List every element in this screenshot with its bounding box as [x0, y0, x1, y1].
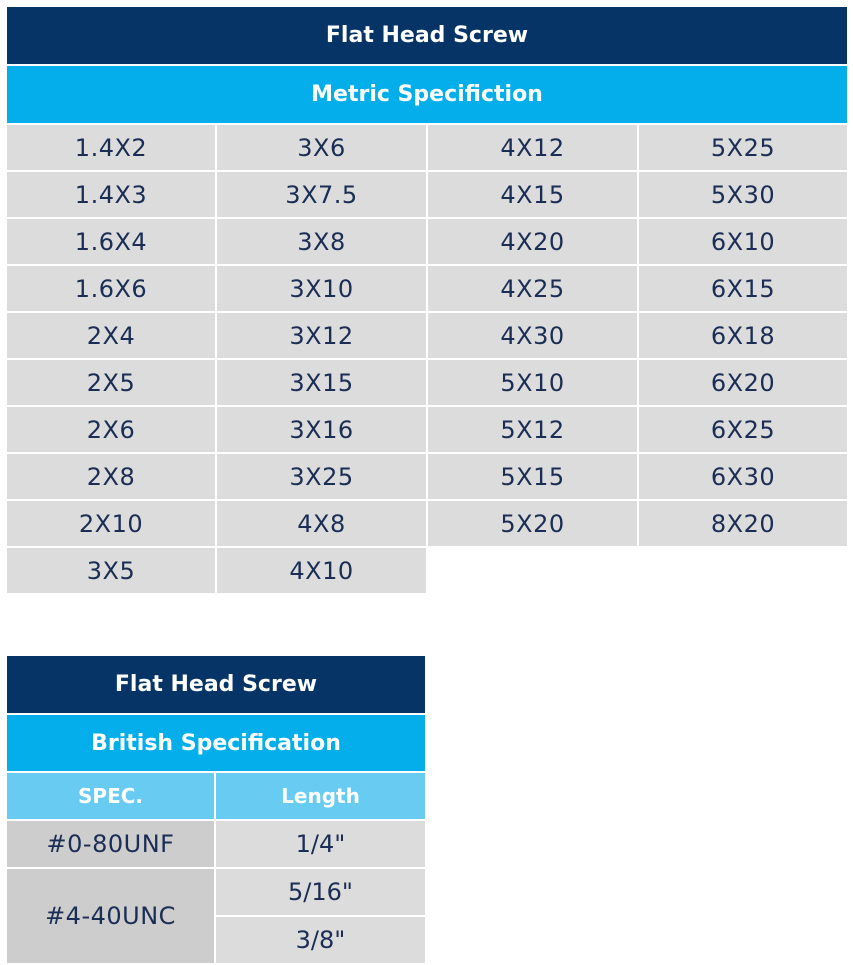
metric-cell: 5X25	[639, 125, 847, 170]
column-header-spec: SPEC.	[7, 773, 214, 819]
british-spec-table	[7, 656, 425, 963]
metric-cell: 2X10	[7, 501, 215, 546]
metric-cell: 2X4	[7, 313, 215, 358]
metric-cell: 5X15	[428, 454, 637, 499]
metric-cell: 1.4X2	[7, 125, 215, 170]
metric-cell: 4X30	[428, 313, 637, 358]
spec-cell: #0-80UNF	[7, 821, 214, 867]
metric-cell: 6X25	[639, 407, 847, 452]
empty-cell	[428, 548, 637, 593]
metric-cell: 6X30	[639, 454, 847, 499]
metric-cell: 3X7.5	[217, 172, 426, 217]
metric-spec-table	[7, 7, 847, 593]
column-header-length: Length	[216, 773, 425, 819]
metric-cell: 5X20	[428, 501, 637, 546]
metric-cell: 4X10	[217, 548, 426, 593]
metric-cell: 6X20	[639, 360, 847, 405]
metric-cell: 1.6X6	[7, 266, 215, 311]
british-grid	[7, 773, 425, 963]
metric-cell: 3X5	[7, 548, 215, 593]
spec-cell: #4-40UNC	[7, 869, 214, 963]
metric-table-title: Flat Head Screw	[7, 7, 847, 64]
metric-cell: 2X5	[7, 360, 215, 405]
metric-cell: 4X12	[428, 125, 637, 170]
metric-cell: 3X25	[217, 454, 426, 499]
metric-grid	[7, 125, 847, 593]
metric-cell: 5X12	[428, 407, 637, 452]
metric-cell: 1.4X3	[7, 172, 215, 217]
metric-cell: 6X10	[639, 219, 847, 264]
metric-cell: 5X10	[428, 360, 637, 405]
metric-cell: 3X8	[217, 219, 426, 264]
metric-cell: 3X12	[217, 313, 426, 358]
british-table-subtitle: British Specification	[7, 715, 425, 771]
metric-table-subtitle: Metric Specifiction	[7, 66, 847, 123]
metric-cell: 4X15	[428, 172, 637, 217]
metric-cell: 4X20	[428, 219, 637, 264]
metric-cell: 2X8	[7, 454, 215, 499]
metric-cell: 5X30	[639, 172, 847, 217]
metric-cell: 6X18	[639, 313, 847, 358]
metric-cell: 3X10	[217, 266, 426, 311]
metric-cell: 3X15	[217, 360, 426, 405]
length-cell: 1/4"	[216, 821, 425, 867]
metric-cell: 4X8	[217, 501, 426, 546]
metric-cell: 3X16	[217, 407, 426, 452]
metric-cell: 8X20	[639, 501, 847, 546]
metric-cell: 1.6X4	[7, 219, 215, 264]
metric-cell: 4X25	[428, 266, 637, 311]
metric-cell: 2X6	[7, 407, 215, 452]
british-table-title: Flat Head Screw	[7, 656, 425, 713]
metric-cell: 6X15	[639, 266, 847, 311]
length-cell: 3/8"	[216, 917, 425, 963]
length-cell: 5/16"	[216, 869, 425, 915]
empty-cell	[639, 548, 847, 593]
metric-cell: 3X6	[217, 125, 426, 170]
